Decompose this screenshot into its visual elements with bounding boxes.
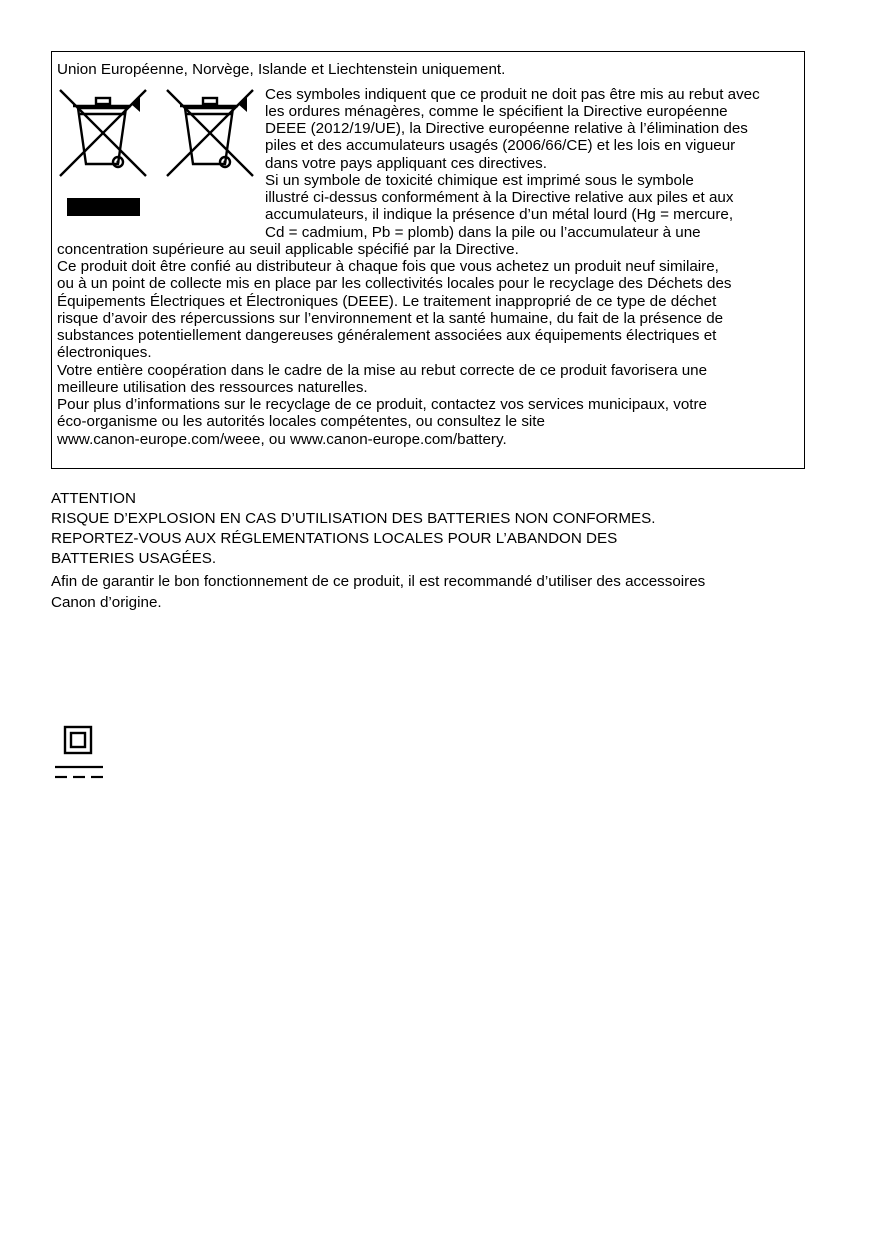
weee-line: Équipements Électriques et Électroniques (DEEE). Le traitement inapproprié de ce type de déchet [57,293,717,310]
weee-line: Ces symboles indiquent que ce produit ne doit pas être mis au rebut avec [265,86,760,103]
attention-line: BATTERIES USAGÉES. [51,550,217,567]
weee-line: Cd = cadmium, Pb = plomb) dans la pile ou l’accumulateur à une [265,224,701,241]
weee-heading: Union Européenne, Norvège, Islande et Liechtenstein uniquement. [57,61,506,78]
weee-line: piles et des accumulateurs usagés (2006/66/CE) et les lois en vigueur [265,137,736,154]
attention-line: REPORTEZ-VOUS AUX RÉGLEMENTATIONS LOCALES POUR L’ABANDON DES [51,530,618,547]
weee-line: Pour plus d’informations sur le recyclage de ce produit, contactez vos services municipaux, votre [57,396,707,413]
crossed-out-wheelie-bin-icon [163,86,257,180]
chemical-symbol-bar [67,198,140,216]
weee-line: risque d’avoir des répercussions sur l’environnement et la santé humaine, du fait de la présence de [57,310,724,327]
attention-heading: ATTENTION [51,490,136,507]
weee-line: dans votre pays appliquant ces directives. [265,155,547,172]
weee-line: électroniques. [57,344,152,361]
weee-line: Ce produit doit être confié au distributeur à chaque fois que vous achetez un produit neuf similaire, [57,258,719,275]
attention-line: Afin de garantir le bon fonctionnement de ce produit, il est recommandé d’utiliser des accessoires [51,573,706,590]
attention-line: Canon d’origine. [51,594,162,611]
weee-line: ou à un point de collecte mis en place par les collectivités locales pour le recyclage des Déchets des [57,275,732,292]
weee-line: illustré ci-dessus conformément à la Directive relative aux piles et aux [265,189,734,206]
weee-line: www.canon-europe.com/weee, ou www.canon-europe.com/battery. [57,431,507,448]
weee-line: concentration supérieure au seuil applicable spécifié par la Directive. [57,241,519,258]
attention-line: RISQUE D’EXPLOSION EN CAS D’UTILISATION DES BATTERIES NON CONFORMES. [51,510,656,527]
weee-line: Si un symbole de toxicité chimique est imprimé sous le symbole [265,172,694,189]
weee-line: les ordures ménagères, comme le spécifient la Directive européenne [265,103,728,120]
double-insulation-dc-symbols [54,725,106,781]
weee-line: meilleure utilisation des ressources naturelles. [57,379,368,396]
direct-current-icon [55,767,103,777]
double-insulation-icon [65,727,91,753]
crossed-out-wheelie-bin-icon [56,86,150,180]
weee-line: DEEE (2012/19/UE), la Directive européenne relative à l’élimination des [265,120,748,137]
weee-line: éco-organisme ou les autorités locales compétentes, ou consultez le site [57,413,545,430]
weee-line: substances potentiellement dangereuses généralement associées aux équipements électriques et [57,327,717,344]
weee-line: accumulateurs, il indique la présence d’un métal lourd (Hg = mercure, [265,206,734,223]
weee-line: Votre entière coopération dans le cadre de la mise au rebut correcte de ce produit favorisera une [57,362,708,379]
